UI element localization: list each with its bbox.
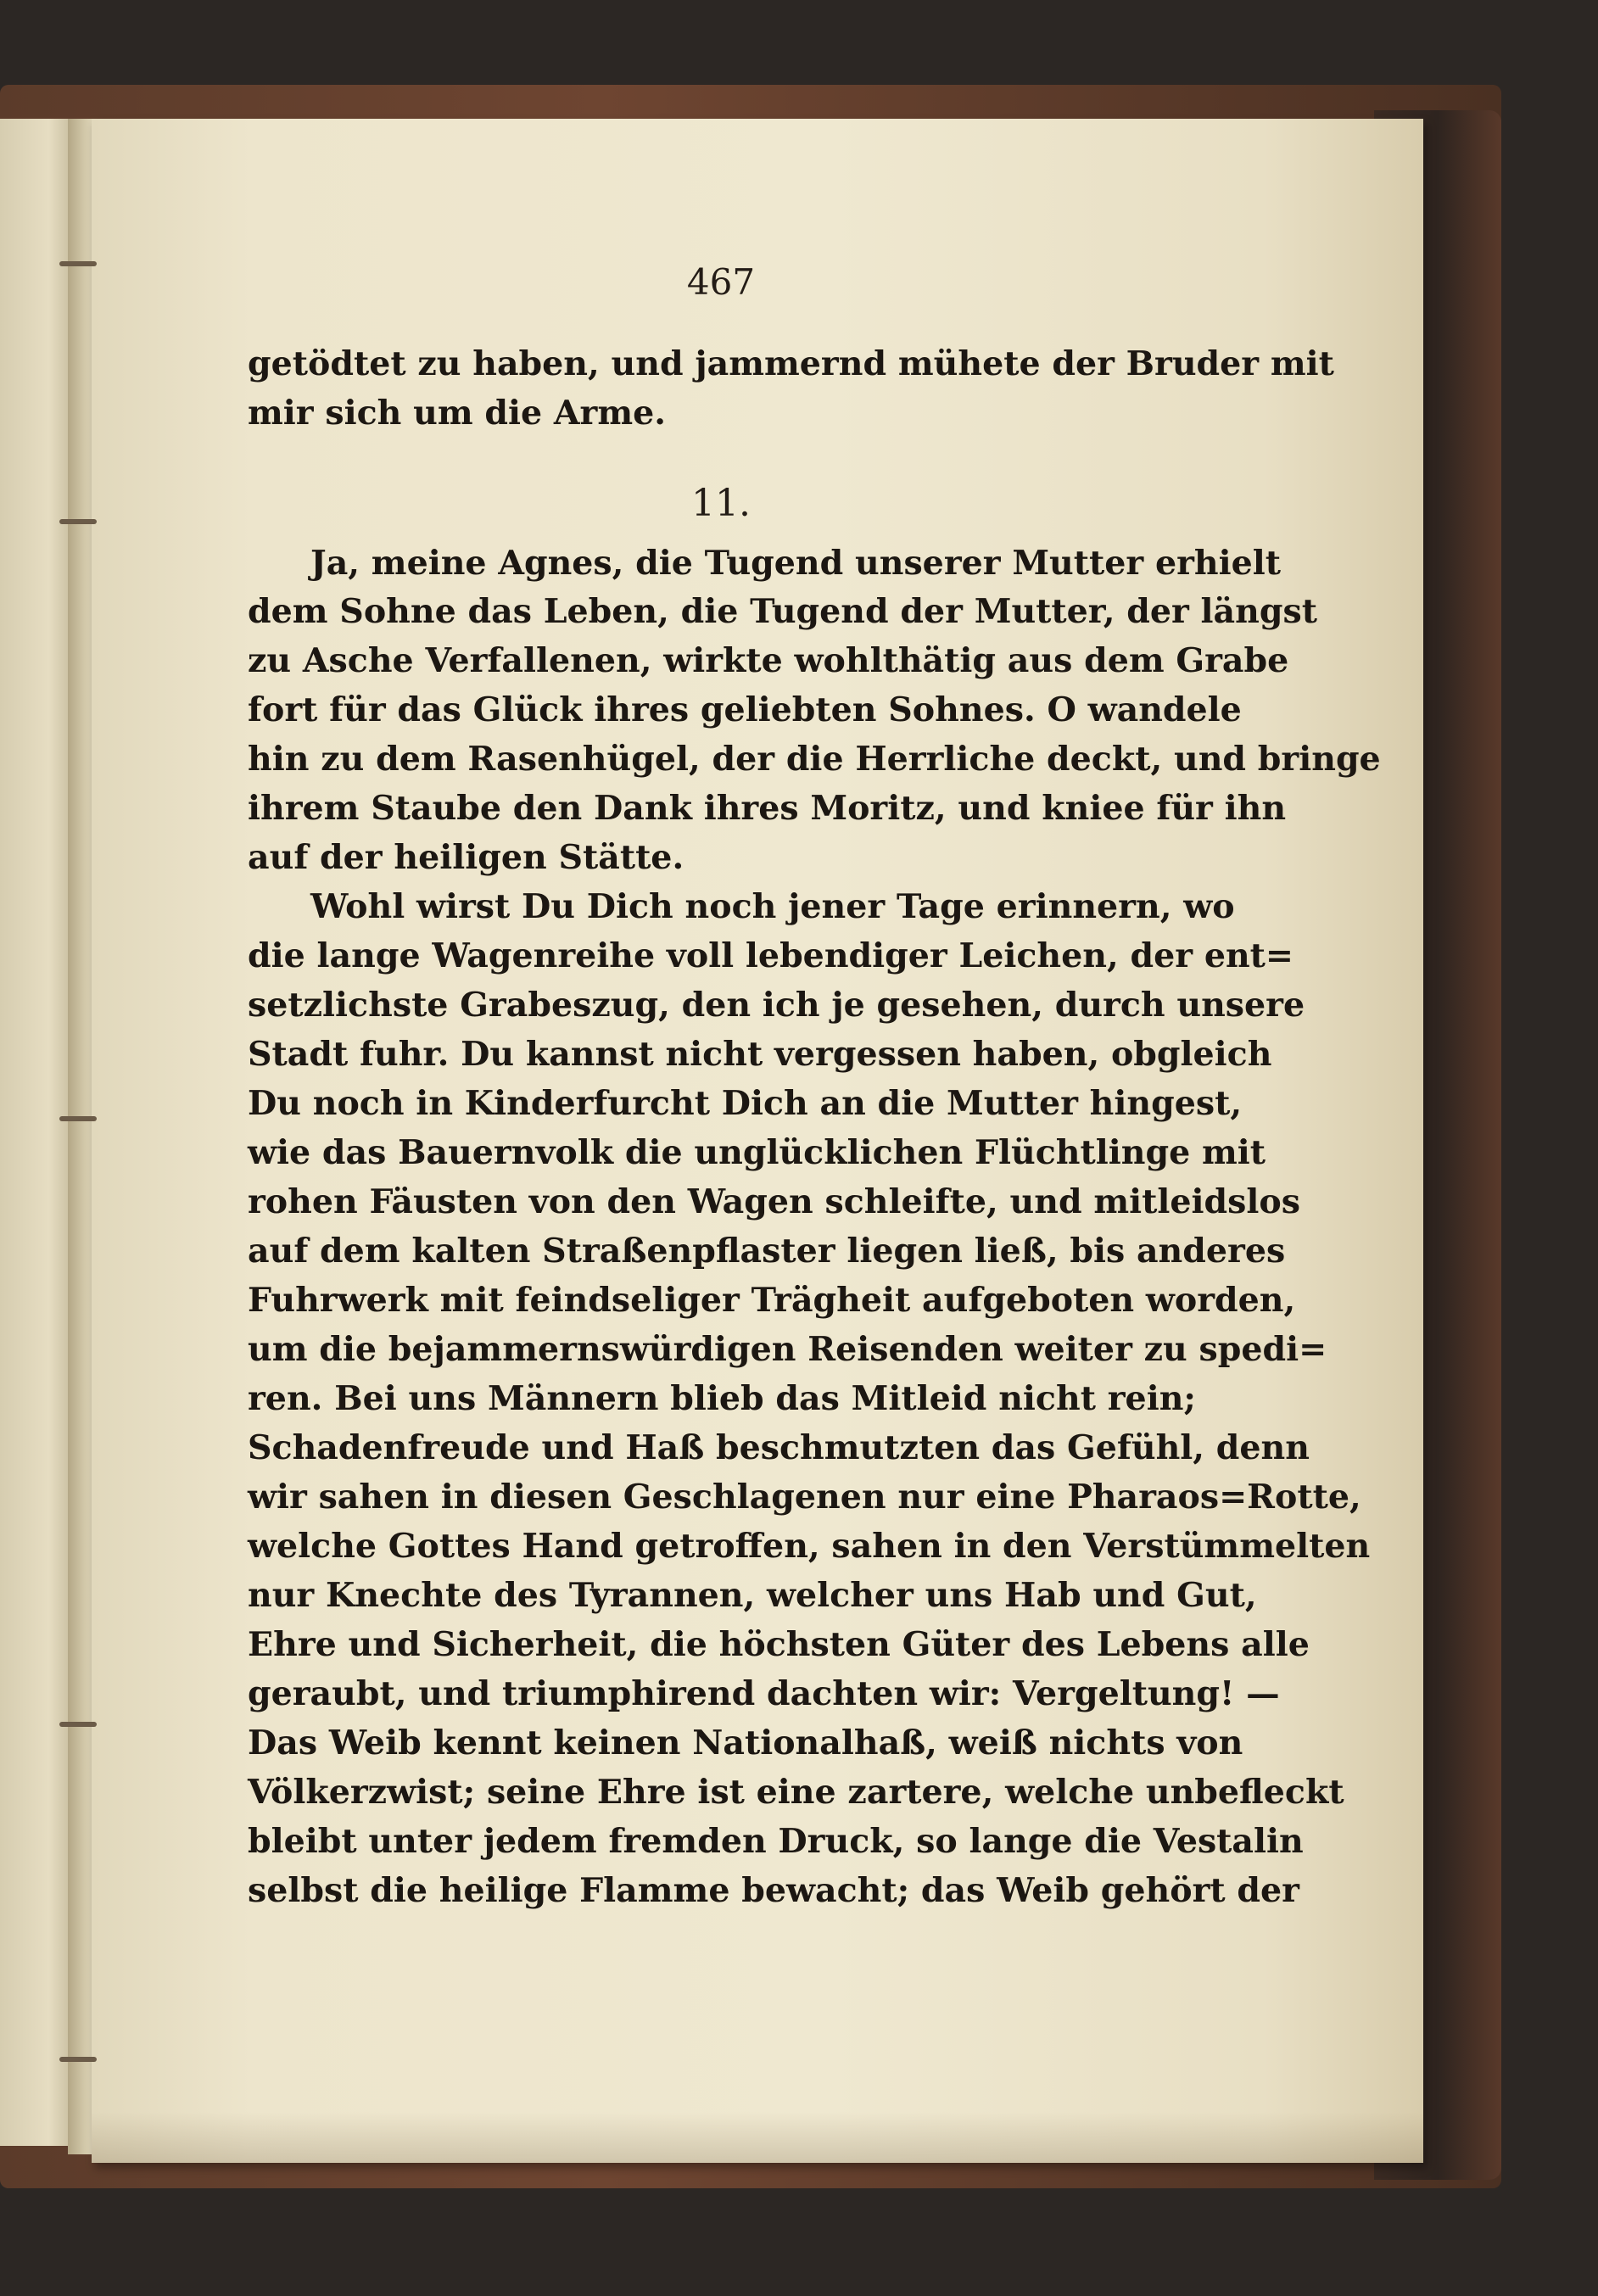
text-line: mir sich um die Arme. xyxy=(248,394,667,433)
text-line: ren. Bei uns Männern blieb das Mitleid nicht rein; xyxy=(248,1379,1196,1418)
text-line: Schadenfreude und Haß beschmutzten das Gefühl, denn xyxy=(248,1428,1310,1467)
text-line: Fuhrwerk mit feindseliger Trägheit aufgeboten worden, xyxy=(248,1281,1296,1320)
text-line: wie das Bauernvolk die unglücklichen Flüchtlinge mit xyxy=(248,1133,1266,1172)
text-line: dem Sohne das Leben, die Tugend der Mutter, der längst xyxy=(248,592,1317,631)
text-line: die lange Wagenreihe voll lebendiger Leichen, der ent= xyxy=(248,936,1294,975)
text-line: um die bejammernswürdigen Reisenden weiter zu spedi= xyxy=(248,1330,1327,1369)
text-line: setzlichste Grabeszug, den ich je gesehen, durch unsere xyxy=(248,986,1305,1025)
text-line: Ehre und Sicherheit, die höchsten Güter des Lebens alle xyxy=(248,1625,1310,1664)
text-line: Das Weib kennt keinen Nationalhaß, weiß nichts von xyxy=(248,1723,1243,1763)
text-line: rohen Fäusten von den Wagen schleifte, und mitleidslos xyxy=(248,1182,1300,1221)
text-line: auf der heiligen Stätte. xyxy=(248,838,684,877)
text-line: auf dem kalten Straßenpflaster liegen ließ, bis anderes xyxy=(248,1232,1286,1271)
text-line: Völkerzwist; seine Ehre ist eine zartere, welche unbefleckt xyxy=(248,1773,1344,1812)
text-line: geraubt, und triumphirend dachten wir: Vergeltung! — xyxy=(248,1674,1280,1713)
text-line: Du noch in Kinderfurcht Dich an die Mutter hingest, xyxy=(248,1084,1243,1123)
text-line: wir sahen in diesen Geschlagenen nur eine Pharaos=Rotte, xyxy=(248,1478,1361,1517)
text-line: fort für das Glück ihres geliebten Sohnes. O wandele xyxy=(248,690,1242,729)
text-line: bleibt unter jedem fremden Druck, so lange die Vestalin xyxy=(248,1822,1304,1861)
page-number: 467 xyxy=(686,261,756,303)
text-line: getödtet zu haben, und jammernd mühete der Bruder mit xyxy=(248,344,1334,383)
text-line: Wohl wirst Du Dich noch jener Tage erinnern, wo xyxy=(310,887,1235,926)
text-line: welche Gottes Hand getroffen, sahen in den Verstümmelten xyxy=(248,1527,1371,1566)
text-line: Stadt fuhr. Du kannst nicht vergessen haben, obgleich xyxy=(248,1035,1272,1074)
text-line: nur Knechte des Tyrannen, welcher uns Hab und Gut, xyxy=(248,1576,1257,1615)
text-line: selbst die heilige Flamme bewacht; das Weib gehört der xyxy=(248,1871,1299,1910)
text-line: zu Asche Verfallenen, wirkte wohlthätig aus dem Grabe xyxy=(248,641,1289,680)
text-line: ihrem Staube den Dank ihres Moritz, und kniee für ihn xyxy=(248,789,1287,828)
text-line: hin zu dem Rasenhügel, der die Herrliche deckt, und bringe xyxy=(248,740,1381,779)
text-line: Ja, meine Agnes, die Tugend unserer Mutter erhielt xyxy=(310,544,1281,583)
section-heading: 11. xyxy=(691,482,751,525)
